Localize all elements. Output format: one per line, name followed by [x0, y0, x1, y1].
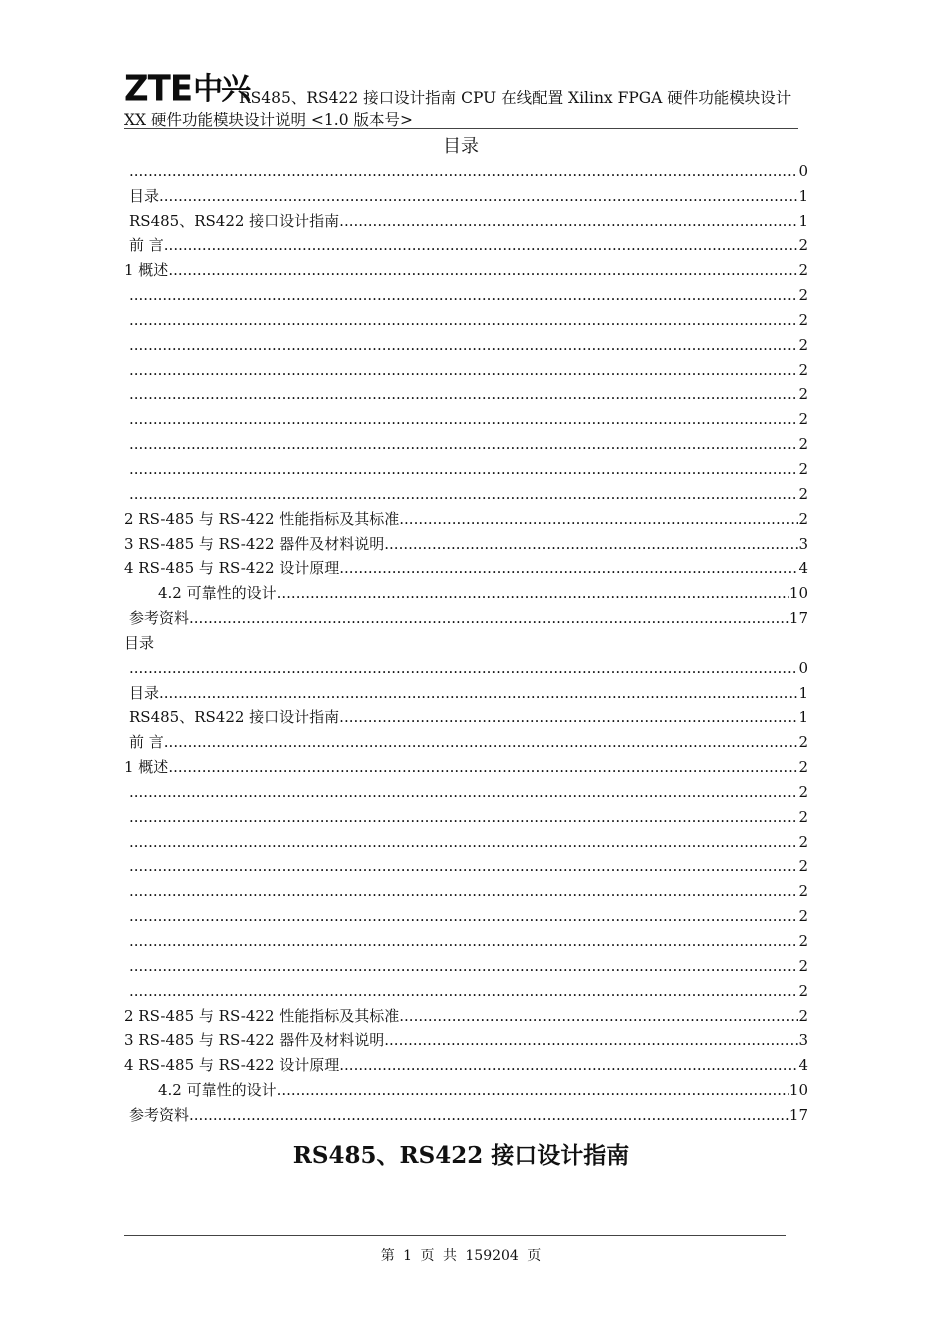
toc-dot-leader [129, 783, 798, 801]
toc-dot-leader [168, 758, 798, 776]
table-of-contents [124, 155, 808, 1124]
toc-entry-label: 目录 [129, 683, 160, 702]
toc-page-number: 4 [798, 1056, 808, 1075]
toc-entry-label: 3 RS-485 与 RS-422 器件及材料说明 [124, 1031, 385, 1050]
toc-entry[interactable] [124, 925, 808, 950]
toc-page-number: 1 [798, 683, 808, 702]
toc-page-number: 2 [798, 758, 808, 777]
toc-entry[interactable] [124, 379, 808, 404]
footer-divider [124, 1235, 786, 1236]
toc-page-number: 0 [798, 161, 808, 180]
toc-page-number: 17 [788, 1105, 808, 1124]
toc-dot-leader [129, 435, 798, 453]
toc-page-number: 1 [798, 186, 808, 205]
toc-dot-leader [129, 385, 798, 403]
toc-entry[interactable] [124, 453, 808, 478]
toc-dot-leader [129, 808, 798, 826]
toc-entry[interactable] [124, 553, 808, 578]
toc-block-2 [124, 652, 808, 1124]
toc-entry-label: 参考资料 [129, 1105, 190, 1124]
toc-entry-label: 参考资料 [129, 609, 190, 628]
toc-dot-leader [129, 336, 798, 354]
toc-page-number: 2 [798, 335, 808, 354]
toc-entry-label: 4.2 可靠性的设计 [158, 584, 277, 603]
toc-entry-label: RS485、RS422 接口设计指南 [129, 708, 340, 727]
toc-page-number: 2 [798, 832, 808, 851]
header-subtitle: XX 硬件功能模块设计说明 <1.0 版本号> [124, 111, 413, 129]
toc-page-number: 2 [798, 236, 808, 255]
toc-entry-label: 1 概述 [124, 758, 169, 777]
toc-entry[interactable] [124, 1000, 808, 1025]
toc-entry[interactable] [124, 155, 808, 180]
toc-entry[interactable] [124, 602, 808, 627]
toc-dot-leader [159, 684, 798, 702]
toc-page-number: 0 [798, 658, 808, 677]
toc-dot-leader [189, 609, 789, 627]
toc-page-number: 2 [798, 733, 808, 752]
toc-dot-leader [164, 733, 799, 751]
toc-page-number: 2 [798, 882, 808, 901]
toc-dot-leader [399, 510, 798, 528]
toc-entry[interactable] [124, 279, 808, 304]
document-title: RS485、RS422 接口设计指南 [292, 1142, 630, 1169]
toc-page-number: 2 [798, 410, 808, 429]
toc-block-1 [124, 155, 808, 627]
toc-entry[interactable] [124, 478, 808, 503]
toc-entry[interactable] [124, 801, 808, 826]
toc-page-number: 3 [798, 534, 808, 553]
toc-entry[interactable] [124, 403, 808, 428]
toc-entry[interactable] [124, 652, 808, 677]
toc-page-number: 1 [798, 211, 808, 230]
toc-dot-leader [399, 1007, 798, 1025]
toc-page-number: 4 [798, 559, 808, 578]
toc-entry[interactable] [124, 1049, 808, 1074]
toc-entry[interactable] [124, 875, 808, 900]
toc-page-number: 2 [798, 459, 808, 478]
toc-page-number: 10 [788, 1081, 808, 1100]
toc-entry[interactable] [124, 254, 808, 279]
toc-dot-leader [129, 982, 798, 1000]
toc-entry-label: 前 言 [129, 236, 164, 255]
toc-dot-leader [129, 361, 798, 379]
toc-entry-label: 前 言 [129, 733, 164, 752]
toc-page-number: 2 [798, 932, 808, 950]
toc-entry[interactable] [124, 180, 808, 205]
toc-entry[interactable] [124, 329, 808, 354]
toc-page-number: 2 [798, 981, 808, 1000]
toc-dot-leader [277, 584, 789, 602]
toc-dot-leader [339, 1056, 798, 1074]
toc-dot-leader [129, 162, 798, 180]
toc-entry-label: 4 RS-485 与 RS-422 设计原理 [124, 1056, 340, 1075]
toc-page-number: 2 [798, 385, 808, 404]
toc-entry[interactable] [124, 776, 808, 801]
logo-cjk: 中兴 [193, 72, 250, 107]
toc-dot-leader [129, 932, 798, 950]
zte-logo [124, 66, 250, 110]
toc-dot-leader [129, 485, 798, 503]
toc-page-number: 2 [798, 907, 808, 926]
toc-dot-leader [168, 261, 798, 279]
toc-page-number: 2 [798, 286, 808, 305]
toc-entry-label: RS485、RS422 接口设计指南 [129, 211, 340, 230]
toc-page-number: 2 [798, 261, 808, 280]
toc-dot-leader [339, 708, 798, 726]
toc-dot-leader [189, 1106, 789, 1124]
toc-entry-label: 3 RS-485 与 RS-422 器件及材料说明 [124, 534, 385, 553]
toc-entry[interactable] [124, 702, 808, 727]
toc-dot-leader [129, 882, 798, 900]
header-title: RS485、RS422 接口设计指南 CPU 在线配置 Xilinx FPGA 硬件功能模块设计 [239, 89, 792, 107]
toc-page-number: 17 [788, 609, 808, 628]
header-divider [124, 128, 798, 129]
toc-page-number: 2 [798, 484, 808, 503]
toc-entry-label: 1 概述 [124, 261, 169, 280]
toc-entry-label: 2 RS-485 与 RS-422 性能指标及其标准 [124, 509, 400, 528]
toc-page-number: 2 [798, 1006, 808, 1025]
toc-dot-leader [129, 957, 798, 975]
toc-dot-leader [384, 535, 798, 553]
toc-page-number: 2 [798, 509, 808, 528]
toc-entry[interactable] [124, 751, 808, 776]
toc-dot-leader [129, 311, 798, 329]
toc-entry[interactable] [124, 577, 808, 602]
toc-dot-leader [129, 833, 798, 851]
toc-entry[interactable] [124, 205, 808, 230]
toc-page-number: 3 [798, 1031, 808, 1050]
toc-page-number: 2 [798, 360, 808, 379]
toc-entry[interactable] [124, 826, 808, 851]
toc-dot-leader [159, 187, 798, 205]
toc-entry[interactable] [124, 304, 808, 329]
toc-dot-leader [129, 907, 798, 925]
toc-page-number: 2 [798, 857, 808, 876]
toc-entry-label: 4 RS-485 与 RS-422 设计原理 [124, 559, 340, 578]
page-footer: 第 1 页 共 159204 页 [380, 1248, 542, 1264]
toc-entry[interactable] [124, 1025, 808, 1050]
toc-dot-leader [339, 212, 798, 230]
toc-page-number: 2 [798, 782, 808, 801]
toc-dot-leader [164, 236, 799, 254]
toc-dot-leader [339, 559, 798, 577]
toc-entry[interactable] [124, 950, 808, 975]
toc-entry[interactable] [124, 900, 808, 925]
toc-entry[interactable] [124, 975, 808, 1000]
toc-entry[interactable] [124, 230, 808, 255]
toc-entry[interactable] [124, 851, 808, 876]
toc-entry[interactable] [124, 1099, 808, 1124]
toc-entry[interactable] [124, 354, 808, 379]
toc-page-number: 2 [798, 956, 808, 975]
toc-dot-leader [129, 659, 798, 677]
toc-entry[interactable] [124, 503, 808, 528]
toc-dot-leader [277, 1081, 789, 1099]
toc-page-number: 1 [798, 708, 808, 727]
toc-page-number: 10 [788, 584, 808, 603]
toc-entry[interactable] [124, 428, 808, 453]
toc-entry-label: 4.2 可靠性的设计 [158, 1081, 277, 1100]
logo-latin: ZTE [124, 68, 193, 110]
toc-entry[interactable] [124, 677, 808, 702]
toc-entry[interactable] [124, 1074, 808, 1099]
toc-dot-leader [129, 857, 798, 875]
toc-dot-leader [129, 410, 798, 428]
toc-entry-label: 目录 [129, 186, 160, 205]
toc-entry-label: 2 RS-485 与 RS-422 性能指标及其标准 [124, 1006, 400, 1025]
toc-title: 目录 [443, 136, 479, 157]
toc-heading-2: 目录 [124, 633, 155, 652]
toc-dot-leader [129, 286, 798, 304]
toc-entry[interactable] [124, 528, 808, 553]
toc-page-number: 2 [798, 807, 808, 826]
toc-page-number: 2 [798, 435, 808, 454]
toc-dot-leader [384, 1031, 798, 1049]
toc-dot-leader [129, 460, 798, 478]
toc-page-number: 2 [798, 310, 808, 329]
toc-entry[interactable] [124, 726, 808, 751]
